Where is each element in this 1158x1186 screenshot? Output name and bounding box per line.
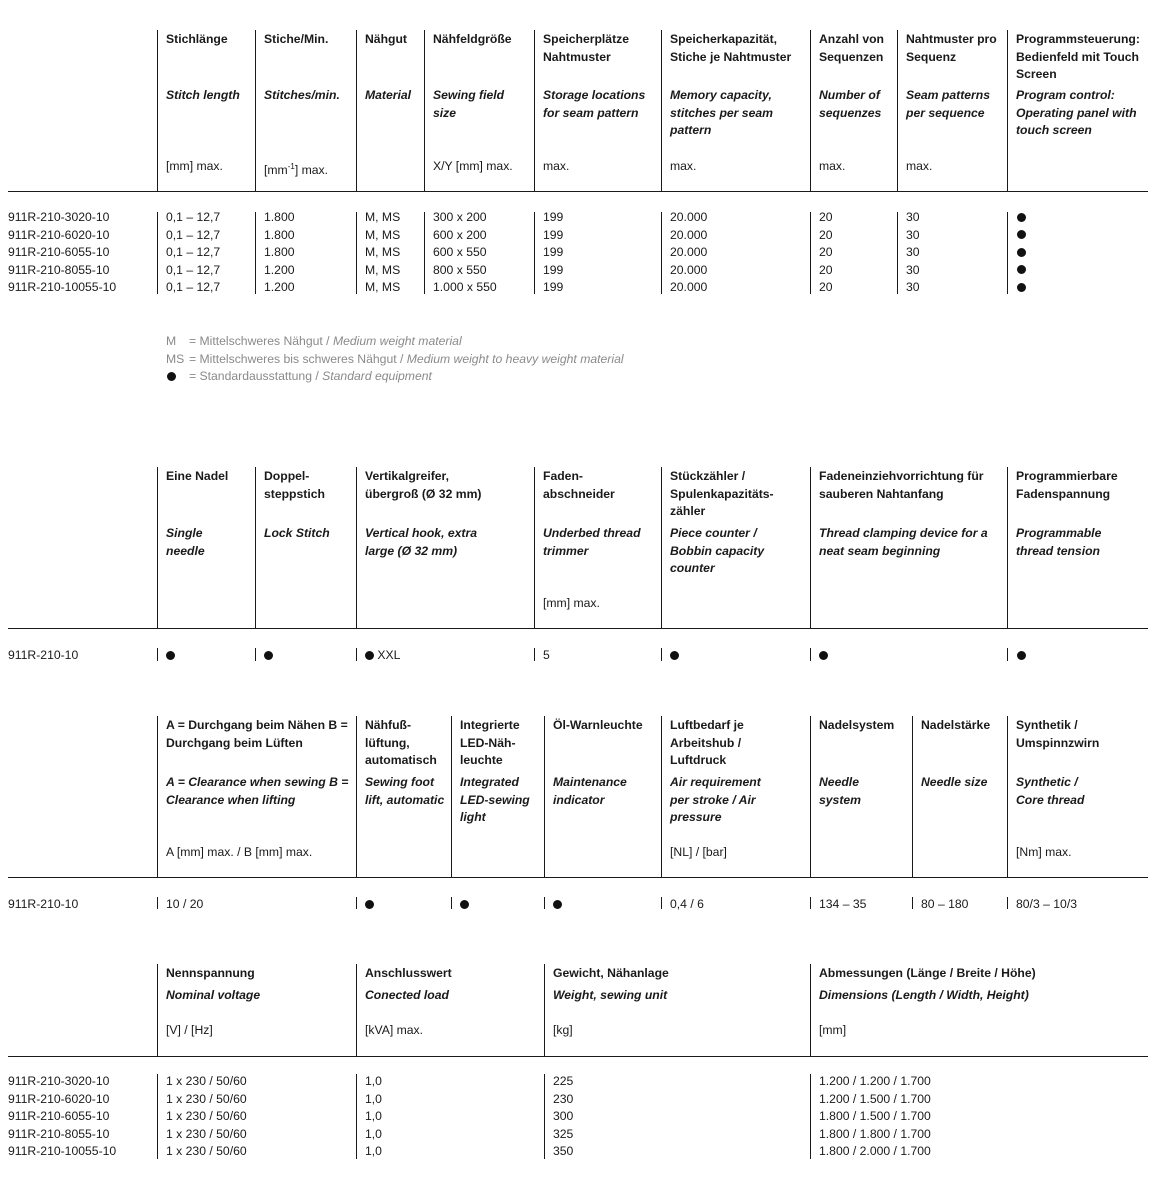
table-cell [553,896,562,914]
header-clearance: A = Durchgang beim Nähen B = Durchgang beim Lüften [166,718,348,750]
table-cell: 0,1 – 12,7 [166,227,221,242]
model-cell: 911R-210-6055-10 [8,1109,110,1123]
header-air-requirement: Luftbedarf je Arbeitshub / Luftdruck [670,718,744,767]
header-material: Nähgut [365,32,407,46]
unit-part: ] max. [294,163,329,178]
table-cell: 300 [553,1109,574,1123]
header-en: Needle system [819,775,862,807]
table-cell: M, MS [365,210,401,224]
table-cell: 1.800 / 1.800 / 1.700 [819,1126,931,1141]
model-cell: 911R-210-6020-10 [8,227,110,242]
standard-equipment-dot-icon [1017,283,1026,292]
table-cell [264,647,273,665]
table-cell: 5 [543,648,550,662]
table-cell: 1.200 [264,262,295,277]
table-cell: 0,1 – 12,7 [166,280,221,294]
header-en: Air requirement per stroke / Air pressure [670,775,761,824]
table-cell: 600 x 550 [433,245,487,259]
table-cell: 199 [543,227,564,242]
table-cell: 20 [819,280,833,294]
standard-equipment-dot-icon [167,372,176,381]
patterns-column [906,209,920,297]
header-en: Thread clamping device for a neat seam beginning [819,526,988,558]
table-cell [365,896,374,914]
header-piece-counter: Stückzähler / Spulenkapazitäts- zähler [670,469,774,518]
table-cell: 20.000 [670,262,708,277]
table-cell: 30 [906,210,920,224]
header-foot-lift: Nähfuß- lüftung, automatisch [365,718,437,767]
legend-de: = Standardausstattung / [189,369,323,383]
table-cell: 20.000 [670,280,708,294]
table-cell: 325 [553,1126,574,1141]
table-cell: 30 [906,280,920,294]
table-cell: 300 x 200 [433,210,487,224]
model-cell: 911R-210-3020-10 [8,210,110,224]
header-lock-stitch: Doppel- steppstich [264,469,325,501]
table-cell: 1.200 [264,280,295,294]
header-unit: [mm] max. [166,159,223,173]
table-cell: 1,0 [365,1144,382,1158]
header-en: Sewing field size [433,88,505,120]
header-thread-trimmer: Faden- abschneider [543,469,615,501]
table-cell [1017,647,1026,665]
standard-equipment-dot-icon [1017,213,1026,222]
header-unit: [kVA] max. [365,1023,424,1037]
model-cell: 911R-210-6055-10 [8,245,110,259]
legend [166,333,624,386]
table-cell: 199 [543,262,564,277]
table-cell: 230 [553,1091,574,1106]
voltage-column [166,1073,247,1161]
sewing-field-column [433,209,497,297]
table-cell: 1 x 230 / 50/60 [166,1074,247,1088]
standard-equipment-dot-icon [1017,651,1026,660]
standard-equipment-dot-icon [1017,248,1026,257]
header-thread-tension: Programmierbare Fadenspannung [1016,469,1118,501]
model-cell: 911R-210-8055-10 [8,1126,110,1141]
header-connected-load: Anschlusswert [365,966,452,980]
header-en: Nominal voltage [166,988,261,1002]
header-en: Programmable thread tension [1016,526,1102,558]
table-cell [365,647,400,665]
model-cell: 911R-210-8055-10 [8,262,110,277]
header-unit: max. [543,159,570,173]
table-cell: 0,1 – 12,7 [166,262,221,277]
header-program-control: Programmsteuerung: Bedienfeld mit Touch Screen [1016,32,1140,81]
table-cell: 1,0 [365,1091,382,1106]
legend-de: = Mittelschweres Nähgut / [189,334,333,348]
legend-key: M [166,334,177,348]
header-en: Stitch length [166,88,240,102]
header-en: Dimensions (Length / Width, Height) [819,988,1029,1002]
header-en: Lock Stitch [264,526,330,540]
table-cell: M, MS [365,262,401,277]
model-cell: 911R-210-10055-10 [8,280,117,294]
table-cell: 30 [906,245,920,259]
table-cell: 10 / 20 [166,897,204,911]
header-weight: Gewicht, Nähanlage [553,966,669,980]
legend-en: Medium weight material [332,334,462,348]
table-cell [166,647,175,665]
table-cell: 1.800 / 2.000 / 1.700 [819,1144,931,1158]
table-cell: 20.000 [670,227,708,242]
header-en: Seam patterns per sequence [906,88,990,120]
header-thread: Synthetik / Umspinnzwirn [1016,718,1100,750]
table-cell [670,647,679,665]
table-cell: 350 [553,1144,574,1158]
standard-equipment-dot-icon [1017,230,1026,239]
header-en: Underbed thread trimmer [543,526,641,558]
header-en: Number of sequenzes [819,88,882,120]
header-led-light: Integrierte LED-Näh- leuchte [460,718,520,767]
model-column [8,1073,116,1161]
table-cell: 0,4 / 6 [670,897,704,911]
header-en: Needle size [921,775,988,789]
standard-equipment-dot-icon [264,651,273,660]
table-cell: 1.800 [264,210,295,224]
table-cell: 1 x 230 / 50/60 [166,1144,247,1158]
header-needle-size: Nadelstärke [921,718,991,732]
header-unit: A [mm] max. / B [mm] max. [166,845,313,859]
header-number-of-sequences: Anzahl von Sequenzen [819,32,885,64]
table-cell: 1.000 x 550 [433,280,497,294]
dimensions-column [819,1073,931,1161]
legend-row [166,368,624,386]
table-cell: 1.800 [264,227,295,242]
weight-column [553,1073,573,1161]
table-cell: 30 [906,227,920,242]
header-oil-warning: Öl-Warnleuchte [553,718,643,732]
table-cell: 20 [819,210,833,224]
table-cell: 800 x 550 [433,262,487,277]
unit-part: [mm [264,163,288,178]
model-column [8,209,116,297]
header-en: Storage locations for seam pattern [543,88,646,120]
header-dimensions: Abmessungen (Länge / Breite / Höhe) [819,966,1036,980]
memory-column [670,209,707,297]
table-cell: 1.200 / 1.200 / 1.700 [819,1074,931,1088]
legend-key: MS [166,351,185,366]
model-cell: 911R-210-10 [8,648,79,662]
header-unit: [NL] / [bar] [670,845,727,859]
model-cell: 911R-210-6020-10 [8,1091,110,1106]
table-cell: 30 [906,262,920,277]
table-cell: M, MS [365,280,401,294]
table-cell: 199 [543,210,564,224]
header-vertical-hook: Vertikalgreifer, übergroß (Ø 32 mm) [365,469,482,501]
legend-en: Medium weight to heavy weight material [406,351,624,366]
table-cell: 1.800 / 1.500 / 1.700 [819,1109,931,1123]
table-cell: 80/3 – 10/3 [1016,897,1077,911]
legend-row [166,351,624,369]
header-en: Memory capacity, stitches per seam pattern [670,88,773,137]
table-cell: 1,0 [365,1126,382,1141]
header-de: Stichlänge [166,32,228,46]
table-cell: 20 [819,245,833,259]
load-column [365,1073,382,1161]
header-patterns-per-sequence: Nahtmuster pro Sequenz [906,32,997,64]
sequences-column [819,209,833,297]
stitch-length-column [166,209,220,297]
standard-equipment-dot-icon [166,651,175,660]
model-cell: 911R-210-10 [8,897,79,911]
table-cell: 20.000 [670,210,708,224]
table-cell: 1.200 / 1.500 / 1.700 [819,1091,931,1106]
table-cell [819,647,828,665]
header-en: Synthetic / Core thread [1016,775,1085,807]
table-cell: 1,0 [365,1074,382,1088]
header-unit: [Nm] max. [1016,845,1072,859]
table-cell: 199 [543,245,564,259]
header-stitches-per-min: Stiche/Min. [264,32,329,46]
header-en: Weight, sewing unit [553,988,668,1002]
header-unit: max. [819,159,846,173]
table-cell: 0,1 – 12,7 [166,210,221,224]
table-cell: 20 [819,227,833,242]
table-cell: 1,0 [365,1109,382,1123]
header-unit: [mm] max. [543,596,600,610]
table-cell: 134 – 35 [819,897,867,911]
header-single-needle: Eine Nadel [166,469,229,483]
spec-table-1 [0,0,1158,300]
legend-en: Standard equipment [322,369,432,383]
table-cell: 199 [543,280,564,294]
table-cell: M, MS [365,227,401,242]
table-cell: 1.800 [264,245,295,259]
standard-equipment-dot-icon [365,651,374,660]
model-cell: 911R-210-10055-10 [8,1144,117,1158]
header-en: Integrated LED-sewing light [460,775,530,824]
standard-equipment-dot-icon [670,651,679,660]
legend-de: = Mittelschweres bis schweres Nähgut / [189,351,407,366]
table-cell: 20 [819,262,833,277]
table-cell: 1 x 230 / 50/60 [166,1126,247,1141]
header-unit: X/Y [mm] max. [433,159,513,173]
legend-row [166,333,624,351]
header-en: Material [365,88,412,102]
header-en: Sewing foot lift, automatic [365,775,445,807]
table-cell: 20.000 [670,245,708,259]
table-cell: 1 x 230 / 50/60 [166,1091,247,1106]
header-stitch-length [166,31,252,49]
header-sewing-field: Nähfeldgröße [433,32,512,46]
header-nominal-voltage: Nennspannung [166,966,255,980]
header-en: Piece counter / Bobbin capacity counter [670,526,765,575]
header-unit: [mm] [819,1023,847,1037]
header-en: Conected load [365,988,449,1002]
table-cell: 80 – 180 [921,897,969,911]
header-unit: max. [670,159,697,173]
header-memory-capacity: Speicherkapazität, Stiche je Nahtmuster [670,32,792,64]
table-cell: 600 x 200 [433,227,487,242]
header-en: Single needle [166,526,205,558]
header-en: Stitches/min. [264,88,340,102]
header-thread-clamping: Fadeneinziehvorrichtung für sauberen Nahtanfang [819,469,984,501]
material-column [365,209,400,297]
header-unit: [V] / [Hz] [166,1023,213,1037]
xxl-label: XXL [377,648,401,662]
table-cell: M, MS [365,245,401,259]
header-storage-locations: Speicherplätze Nahtmuster [543,32,630,64]
model-cell: 911R-210-3020-10 [8,1074,110,1088]
header-unit: [kg] [553,1023,573,1037]
header-unit: max. [906,159,933,173]
header-en: Program control: Operating panel with touch screen [1016,88,1137,137]
unit-superscript: -1 [287,162,295,171]
table-cell [460,896,469,914]
header-en: A = Clearance when sewing B = Clearance when lifting [166,775,349,807]
header-needle-system: Nadelsystem [819,718,895,732]
program-control-column [1017,209,1026,297]
table-cell: 1 x 230 / 50/60 [166,1109,247,1123]
header-en: Vertical hook, extra large (Ø 32 mm) [365,526,477,558]
standard-equipment-dot-icon [553,900,562,909]
table-cell: 225 [553,1074,574,1088]
table-cell: 0,1 – 12,7 [166,245,221,259]
stitches-column [264,209,295,297]
header-unit [264,158,328,180]
standard-equipment-dot-icon [819,651,828,660]
header-en: Maintenance indicator [553,775,627,807]
standard-equipment-dot-icon [365,900,374,909]
storage-column [543,209,563,297]
standard-equipment-dot-icon [1017,265,1026,274]
standard-equipment-dot-icon [460,900,469,909]
